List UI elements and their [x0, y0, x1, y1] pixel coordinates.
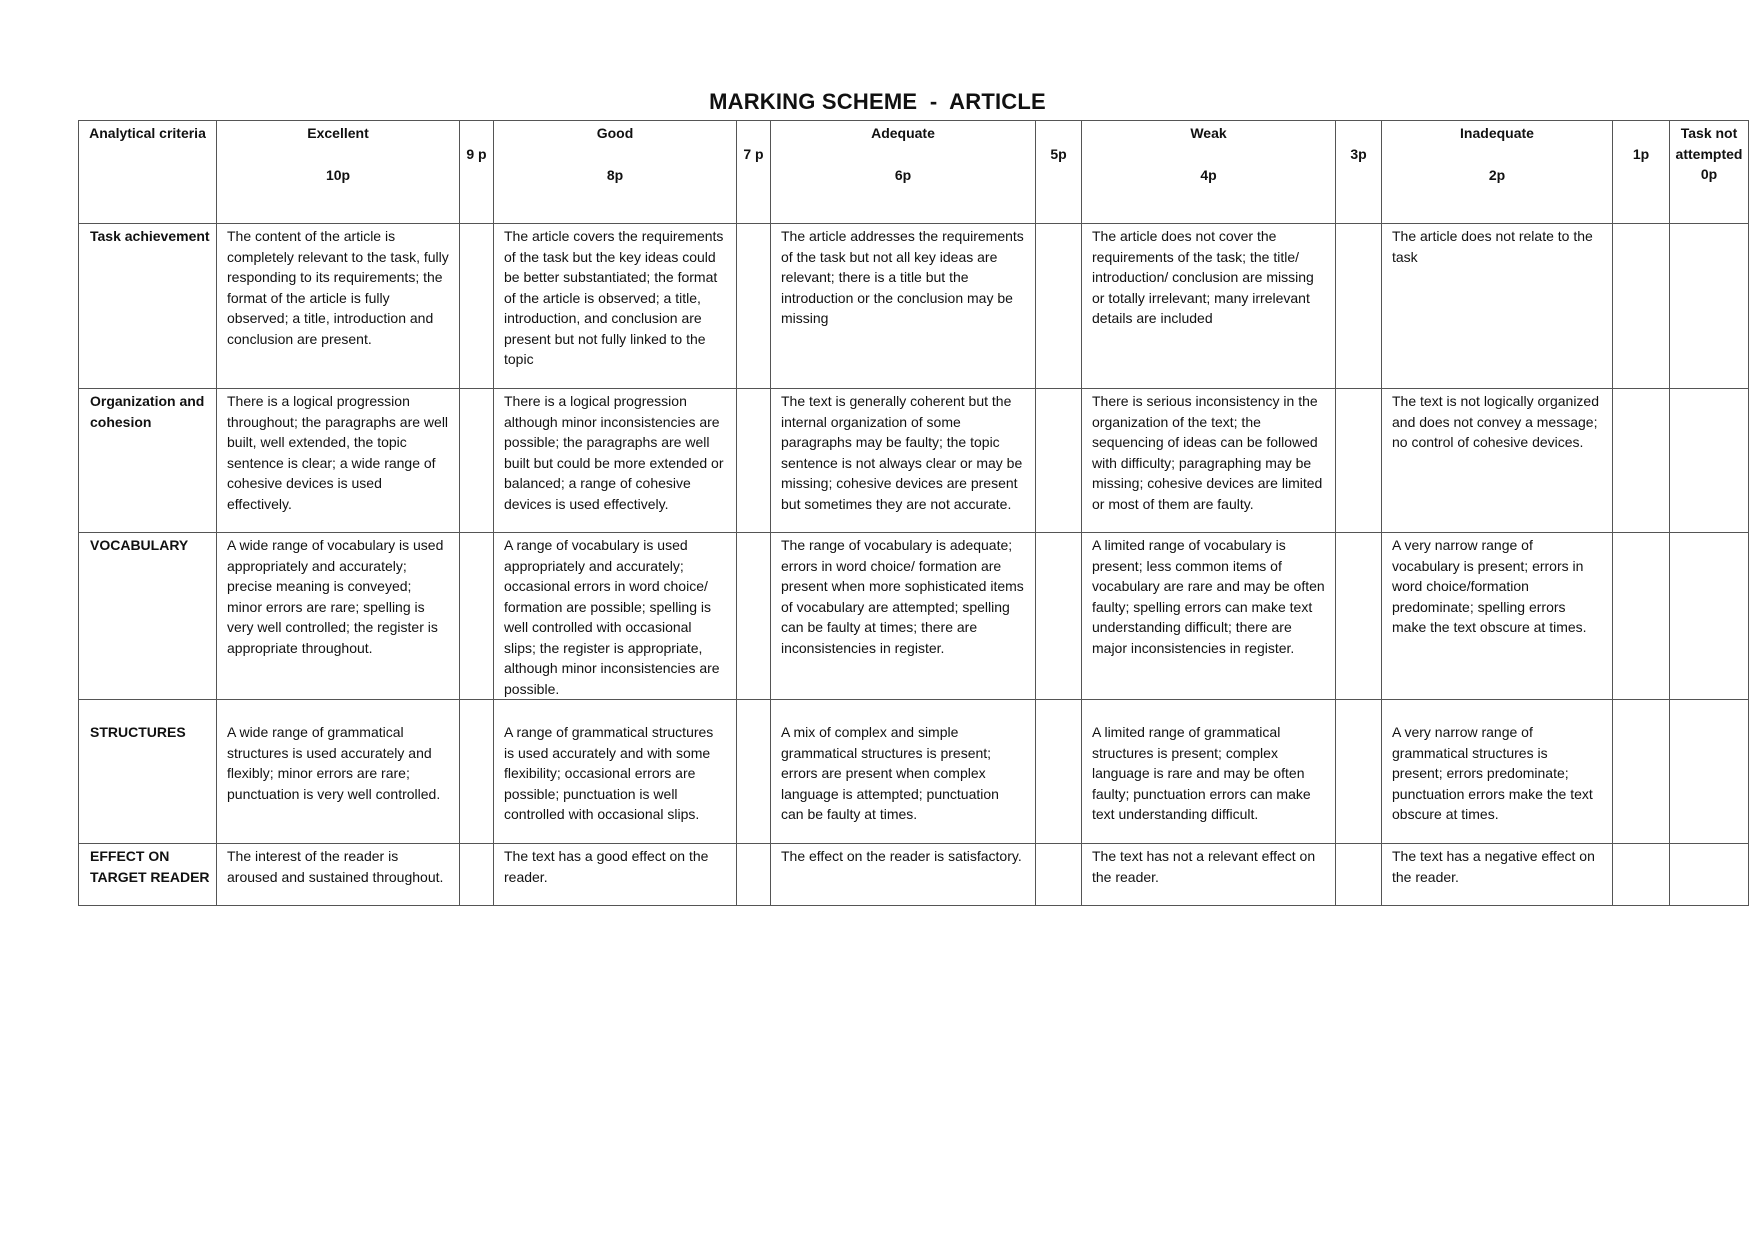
cell-inadequate: The article does not relate to the task	[1382, 224, 1613, 389]
cell-3p	[1336, 844, 1382, 906]
cell-9p	[460, 533, 494, 700]
cell-adequate: The range of vocabulary is adequate; errors in word choice/ formation are present when more sophisticated items of vocabulary are attempted; spelling can be faulty at times; there are inconsistencies in register.	[771, 533, 1036, 700]
cell-7p	[737, 389, 771, 533]
header-weak-label: Weak	[1190, 125, 1227, 141]
header-criteria: Analytical criteria	[79, 121, 217, 224]
criterion-task-achievement: Task achievement	[79, 224, 217, 389]
cell-7p	[737, 700, 771, 844]
cell-5p	[1036, 224, 1082, 389]
cell-good: There is a logical progression although minor inconsistencies are possible; the paragraphs are well built but could be more extended or balanced; a range of cohesive devices is used effectively.	[494, 389, 737, 533]
header-adequate	[771, 121, 1036, 224]
cell-5p	[1036, 389, 1082, 533]
cell-inadequate: The text has a negative effect on the reader.	[1382, 844, 1613, 906]
cell-excellent: The content of the article is completely relevant to the task, fully responding to its requirements; the format of the article is fully observed; a title, introduction and conclusion are present.	[217, 224, 460, 389]
header-not-attempted-points: 0p	[1700, 166, 1718, 182]
cell-1p	[1613, 389, 1670, 533]
cell-1p	[1613, 224, 1670, 389]
header-9p-points: 9 p	[466, 146, 487, 162]
cell-weak: The text has not a relevant effect on the reader.	[1082, 844, 1336, 906]
header-1p	[1613, 121, 1670, 224]
cell-good: A range of grammatical structures is used accurately and with some flexibility; occasional errors are possible; punctuation is well controlled with occasional slips.	[494, 700, 737, 844]
cell-excellent: There is a logical progression throughout; the paragraphs are well built, well extended, the topic sentence is clear; a wide range of cohesive devices is used effectively.	[217, 389, 460, 533]
cell-0p	[1670, 389, 1749, 533]
header-good-label: Good	[596, 125, 634, 141]
cell-weak: The article does not cover the requirements of the task; the title/ introduction/ conclusion are missing or totally irrelevant; many irrelevant details are included	[1082, 224, 1336, 389]
cell-1p	[1613, 700, 1670, 844]
header-weak-points: 4p	[1200, 166, 1217, 183]
cell-3p	[1336, 224, 1382, 389]
cell-adequate: The article addresses the requirements of the task but not all key ideas are relevant; there is a title but the introduction or the conclusion may be missing	[771, 224, 1036, 389]
criterion-effect-on-reader: EFFECT ON TARGET READER	[79, 844, 217, 906]
cell-good: The text has a good effect on the reader.	[494, 844, 737, 906]
cell-9p	[460, 844, 494, 906]
header-7p-points: 7 p	[743, 146, 764, 162]
cell-3p	[1336, 389, 1382, 533]
cell-inadequate: A very narrow range of vocabulary is present; errors in word choice/formation predominate; spelling errors make the text obscure at times.	[1382, 533, 1613, 700]
header-7p	[737, 121, 771, 224]
table-row	[79, 389, 1749, 533]
header-row	[79, 121, 1749, 224]
cell-adequate: The effect on the reader is satisfactory.	[771, 844, 1036, 906]
header-5p	[1036, 121, 1082, 224]
cell-9p	[460, 389, 494, 533]
cell-0p	[1670, 844, 1749, 906]
criterion-vocabulary: VOCABULARY	[79, 533, 217, 700]
header-adequate-label: Adequate	[871, 125, 935, 141]
header-good	[494, 121, 737, 224]
cell-9p	[460, 224, 494, 389]
cell-7p	[737, 533, 771, 700]
cell-adequate: A mix of complex and simple grammatical structures is present; errors are present when complex language is attempted; punctuation can be faulty at times.	[771, 700, 1036, 844]
header-weak	[1082, 121, 1336, 224]
cell-0p	[1670, 224, 1749, 389]
cell-weak: A limited range of vocabulary is present; less common items of vocabulary are rare and may be often faulty; spelling errors can make text understanding difficult; there are major inconsistencies in register.	[1082, 533, 1336, 700]
cell-excellent: A wide range of vocabulary is used appropriately and accurately; precise meaning is conveyed; minor errors are rare; spelling is very well controlled; the register is appropriate throughout.	[217, 533, 460, 700]
header-5p-points: 5p	[1050, 146, 1067, 162]
table-row	[79, 224, 1749, 389]
page-title: MARKING SCHEME - ARTICLE	[709, 89, 1046, 114]
header-excellent	[217, 121, 460, 224]
table-row	[79, 844, 1749, 906]
criterion-structures: STRUCTURES	[79, 700, 217, 844]
cell-5p	[1036, 700, 1082, 844]
header-adequate-points: 6p	[894, 166, 912, 183]
cell-weak: A limited range of grammatical structures is present; complex language is rare and may be often faulty; punctuation errors can make text understanding difficult.	[1082, 700, 1336, 844]
cell-5p	[1036, 533, 1082, 700]
table-row	[79, 700, 1749, 844]
header-9p	[460, 121, 494, 224]
cell-good: The article covers the requirements of the task but the key ideas could be better substantiated; the format of the article is observed; a title, introduction, and conclusion are present but not fully linked to the topic	[494, 224, 737, 389]
header-not-attempted	[1670, 121, 1749, 224]
header-inadequate	[1382, 121, 1613, 224]
header-inadequate-points: 2p	[1488, 166, 1506, 183]
cell-good: A range of vocabulary is used appropriately and accurately; occasional errors in word choice/ formation are possible; spelling is well controlled with occasional slips; the register is appropriate, although minor inconsistencies are possible.	[494, 533, 737, 700]
header-inadequate-label: Inadequate	[1460, 125, 1534, 141]
cell-3p	[1336, 533, 1382, 700]
header-good-points: 8p	[606, 166, 624, 183]
header-excellent-points: 10p	[325, 166, 351, 183]
cell-9p	[460, 700, 494, 844]
header-excellent-label: Excellent	[307, 125, 369, 141]
cell-weak: There is serious inconsistency in the organization of the text; the sequencing of ideas can be followed with difficulty; paragraphing may be missing; cohesive devices are limited or most of them are faulty.	[1082, 389, 1336, 533]
cell-7p	[737, 224, 771, 389]
cell-7p	[737, 844, 771, 906]
criterion-organization: Organization and cohesion	[79, 389, 217, 533]
cell-adequate: The text is generally coherent but the internal organization of some paragraphs may be faulty; the topic sentence is not always clear or may be missing; cohesive devices are present but sometimes they are not accurate.	[771, 389, 1036, 533]
cell-0p	[1670, 700, 1749, 844]
header-1p-points: 1p	[1632, 146, 1650, 162]
marking-scheme-table	[78, 120, 1749, 906]
cell-1p	[1613, 844, 1670, 906]
cell-1p	[1613, 533, 1670, 700]
header-3p-points: 3p	[1350, 146, 1367, 162]
cell-inadequate: The text is not logically organized and does not convey a message; no control of cohesive devices.	[1382, 389, 1613, 533]
cell-0p	[1670, 533, 1749, 700]
header-3p	[1336, 121, 1382, 224]
header-not-attempted-label: Task not attempted	[1675, 125, 1743, 162]
cell-excellent: A wide range of grammatical structures is used accurately and flexibly; minor errors are rare; punctuation is very well controlled.	[217, 700, 460, 844]
cell-5p	[1036, 844, 1082, 906]
cell-3p	[1336, 700, 1382, 844]
cell-inadequate: A very narrow range of grammatical structures is present; errors predominate; punctuation errors make the text obscure at times.	[1382, 700, 1613, 844]
cell-excellent: The interest of the reader is aroused and sustained throughout.	[217, 844, 460, 906]
table-row	[79, 533, 1749, 700]
